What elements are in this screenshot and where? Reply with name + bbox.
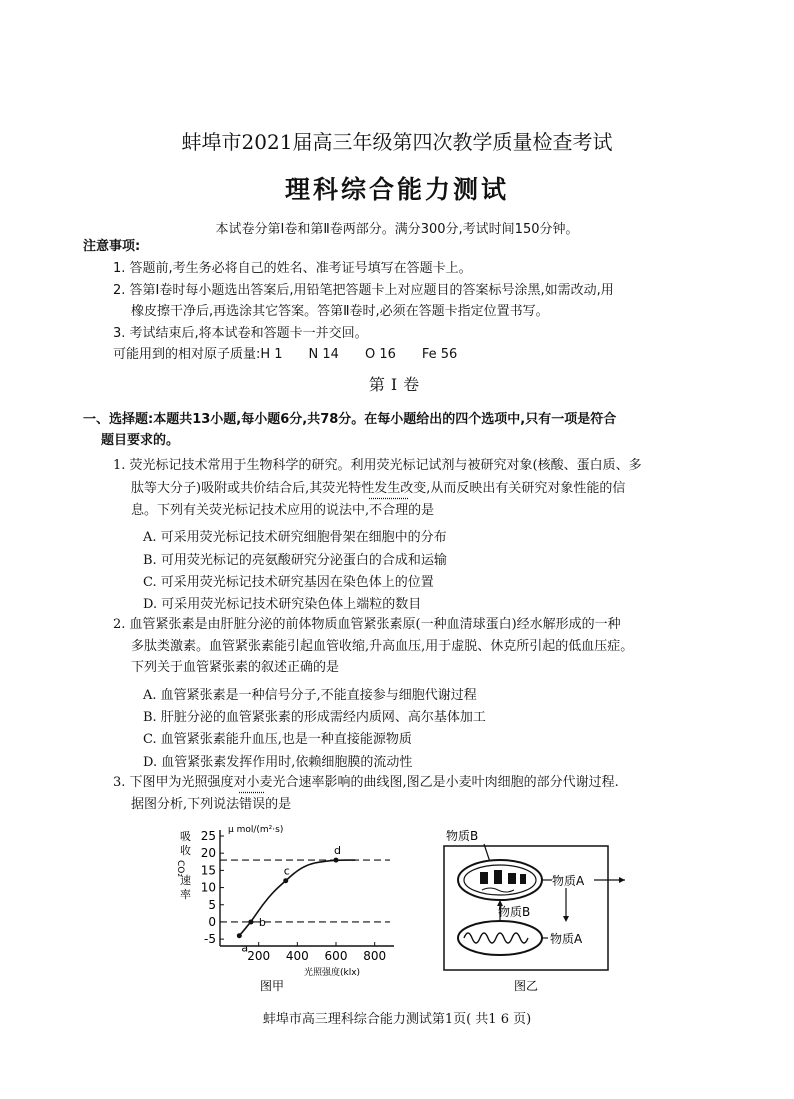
- q1-stem-post: 的是: [408, 503, 435, 518]
- note-item: 1. 答题前,考生务必将自己的姓名、准考证号填写在答题卡上。: [113, 261, 472, 276]
- figure-yi-caption: 图乙: [514, 979, 539, 993]
- figure-jia-chart: [172, 818, 412, 998]
- q3-stem: [131, 795, 291, 815]
- data-point: [248, 919, 253, 924]
- chart-ylabel-char: 吸: [180, 830, 191, 843]
- part1-instruction: 一、选择题:本题共13小题,每小题6分,共78分。在每小题给出的四个选项中,只有一项是符合: [83, 412, 617, 427]
- q2-option-b[interactable]: B. 肝脏分泌的血管紧张素的形成需经内质网、高尔基体加工: [143, 710, 486, 725]
- q3-stem-pre: 据图分析,下列说法: [131, 797, 240, 812]
- x-tick-label: 800: [363, 949, 387, 963]
- chart-ylabel-char: CO₂: [175, 860, 185, 877]
- y-tick-label: 20: [200, 846, 216, 861]
- q1-stem-pre: 息。下列有关荧光标记技术应用的说法中,: [131, 503, 370, 518]
- x-tick-label: 200: [247, 949, 271, 963]
- point-label: a: [241, 941, 249, 955]
- notes-heading: 注意事项:: [83, 239, 141, 254]
- exam-intro: 本试卷分第Ⅰ卷和第Ⅱ卷两部分。满分300分,考试时间150分钟。: [215, 222, 579, 237]
- label-substance-b-mid: 物质B: [498, 905, 531, 919]
- y-tick-label: 5: [208, 897, 216, 912]
- note-item: 3. 考试结束后,将本试卷和答题卡一并交回。: [113, 326, 368, 341]
- y-tick-label: 10: [200, 880, 216, 895]
- q1-stem: 1. 荧光标记技术常用于生物科学的研究。利用荧光标记试剂与被研究对象(核酸、蛋白质、多: [113, 458, 642, 473]
- label-substance-a-bottom: 物质A: [550, 932, 583, 946]
- note-item: 橡皮擦干净后,再选涂其它答案。答第Ⅱ卷时,必须在答题卡指定位置书写。: [131, 304, 549, 319]
- q1-option-d[interactable]: D. 可采用荧光标记技术研究染色体上端粒的数目: [143, 597, 422, 612]
- y-tick-label: 15: [200, 863, 216, 878]
- point-label: d: [334, 844, 341, 858]
- q1-option-c[interactable]: C. 可采用荧光标记技术研究基因在染色体上的位置: [143, 575, 434, 590]
- page-footer: 蚌埠市高三理科综合能力测试第1页( 共1 6 页): [262, 1012, 532, 1027]
- mitochondrion-outer: [458, 921, 542, 955]
- y-tick-label: -5: [204, 932, 216, 947]
- q1-stem: 肽等大分子)吸附或共价结合后,其荧光特性发生改变,从而反映出有关研究对象性能的信: [131, 481, 626, 496]
- note-item: 2. 答第Ⅰ卷时每小题选出答案后,用铅笔把答题卡上对应题目的答案标号涂黑,如需改动,用: [113, 283, 614, 298]
- point-label: c: [283, 864, 290, 878]
- x-tick-label: 400: [285, 949, 309, 963]
- q3-emphasis: 错误: [239, 797, 266, 812]
- atomic-mass: 可能用到的相对原子质量:H 1 N 14 O 16 Fe 56: [113, 347, 458, 362]
- series-line: [239, 860, 355, 936]
- chart-xlabel: 光照强度(klx): [304, 968, 361, 978]
- data-point: [334, 858, 339, 863]
- q2-stem: 多肽类激素。血管紧张素能引起血管收缩,升高血压,用于虚脱、休克所引起的低血压症。: [131, 639, 634, 654]
- q1-emphasis: 不合理: [369, 503, 409, 518]
- y-tick-label: 25: [200, 829, 216, 843]
- point-label: b: [258, 915, 266, 929]
- q1-stem: [131, 501, 434, 521]
- exam-title: 蚌埠市2021届高三年级第四次教学质量检查考试: [181, 130, 613, 154]
- data-point: [283, 878, 288, 883]
- q3-stem-post: 的是: [265, 797, 292, 812]
- chart-unit-label: μ mol/(m²·s): [228, 825, 284, 835]
- data-point: [237, 933, 242, 938]
- part1-instruction-cont: 题目要求的。: [101, 433, 180, 448]
- label-substance-b-top: 物质B: [446, 829, 479, 843]
- q1-option-b[interactable]: B. 可用荧光标记的亮氨酸研究分泌蛋白的合成和运输: [143, 553, 447, 568]
- chart-ylabel-char: 率: [180, 888, 191, 901]
- figure-yi-diagram: [430, 818, 635, 1000]
- q1-option-a[interactable]: A. 可采用荧光标记技术研究细胞骨架在细胞中的分布: [143, 530, 447, 545]
- paper-subtitle: 理科综合能力测试: [284, 175, 509, 204]
- q2-option-d[interactable]: D. 血管紧张素发挥作用时,依赖细胞膜的流动性: [143, 755, 413, 770]
- label-substance-a-right: 物质A: [552, 874, 585, 888]
- x-tick-label: 600: [324, 949, 348, 963]
- figure-jia-caption: 图甲: [260, 979, 285, 993]
- y-tick-label: 0: [208, 914, 216, 929]
- q3-stem: 3. 下图甲为光照强度对小麦光合速率影响的曲线图,图乙是小麦叶肉细胞的部分代谢过程.: [113, 775, 619, 790]
- section-title: 第Ⅰ卷: [368, 375, 426, 394]
- q2-option-c[interactable]: C. 血管紧张素能升血压,也是一种直接能源物质: [143, 732, 412, 747]
- q2-option-a[interactable]: A. 血管紧张素是一种信号分子,不能直接参与细胞代谢过程: [143, 688, 477, 703]
- chart-ylabel-char: 速: [180, 874, 191, 887]
- chart-ylabel-char: 收: [180, 844, 191, 857]
- q2-stem: 2. 血管紧张素是由肝脏分泌的前体物质血管紧张素原(一种血清球蛋白)经水解形成的一种: [113, 617, 621, 632]
- q2-stem: 下列关于血管紧张素的叙述正确的是: [131, 660, 340, 675]
